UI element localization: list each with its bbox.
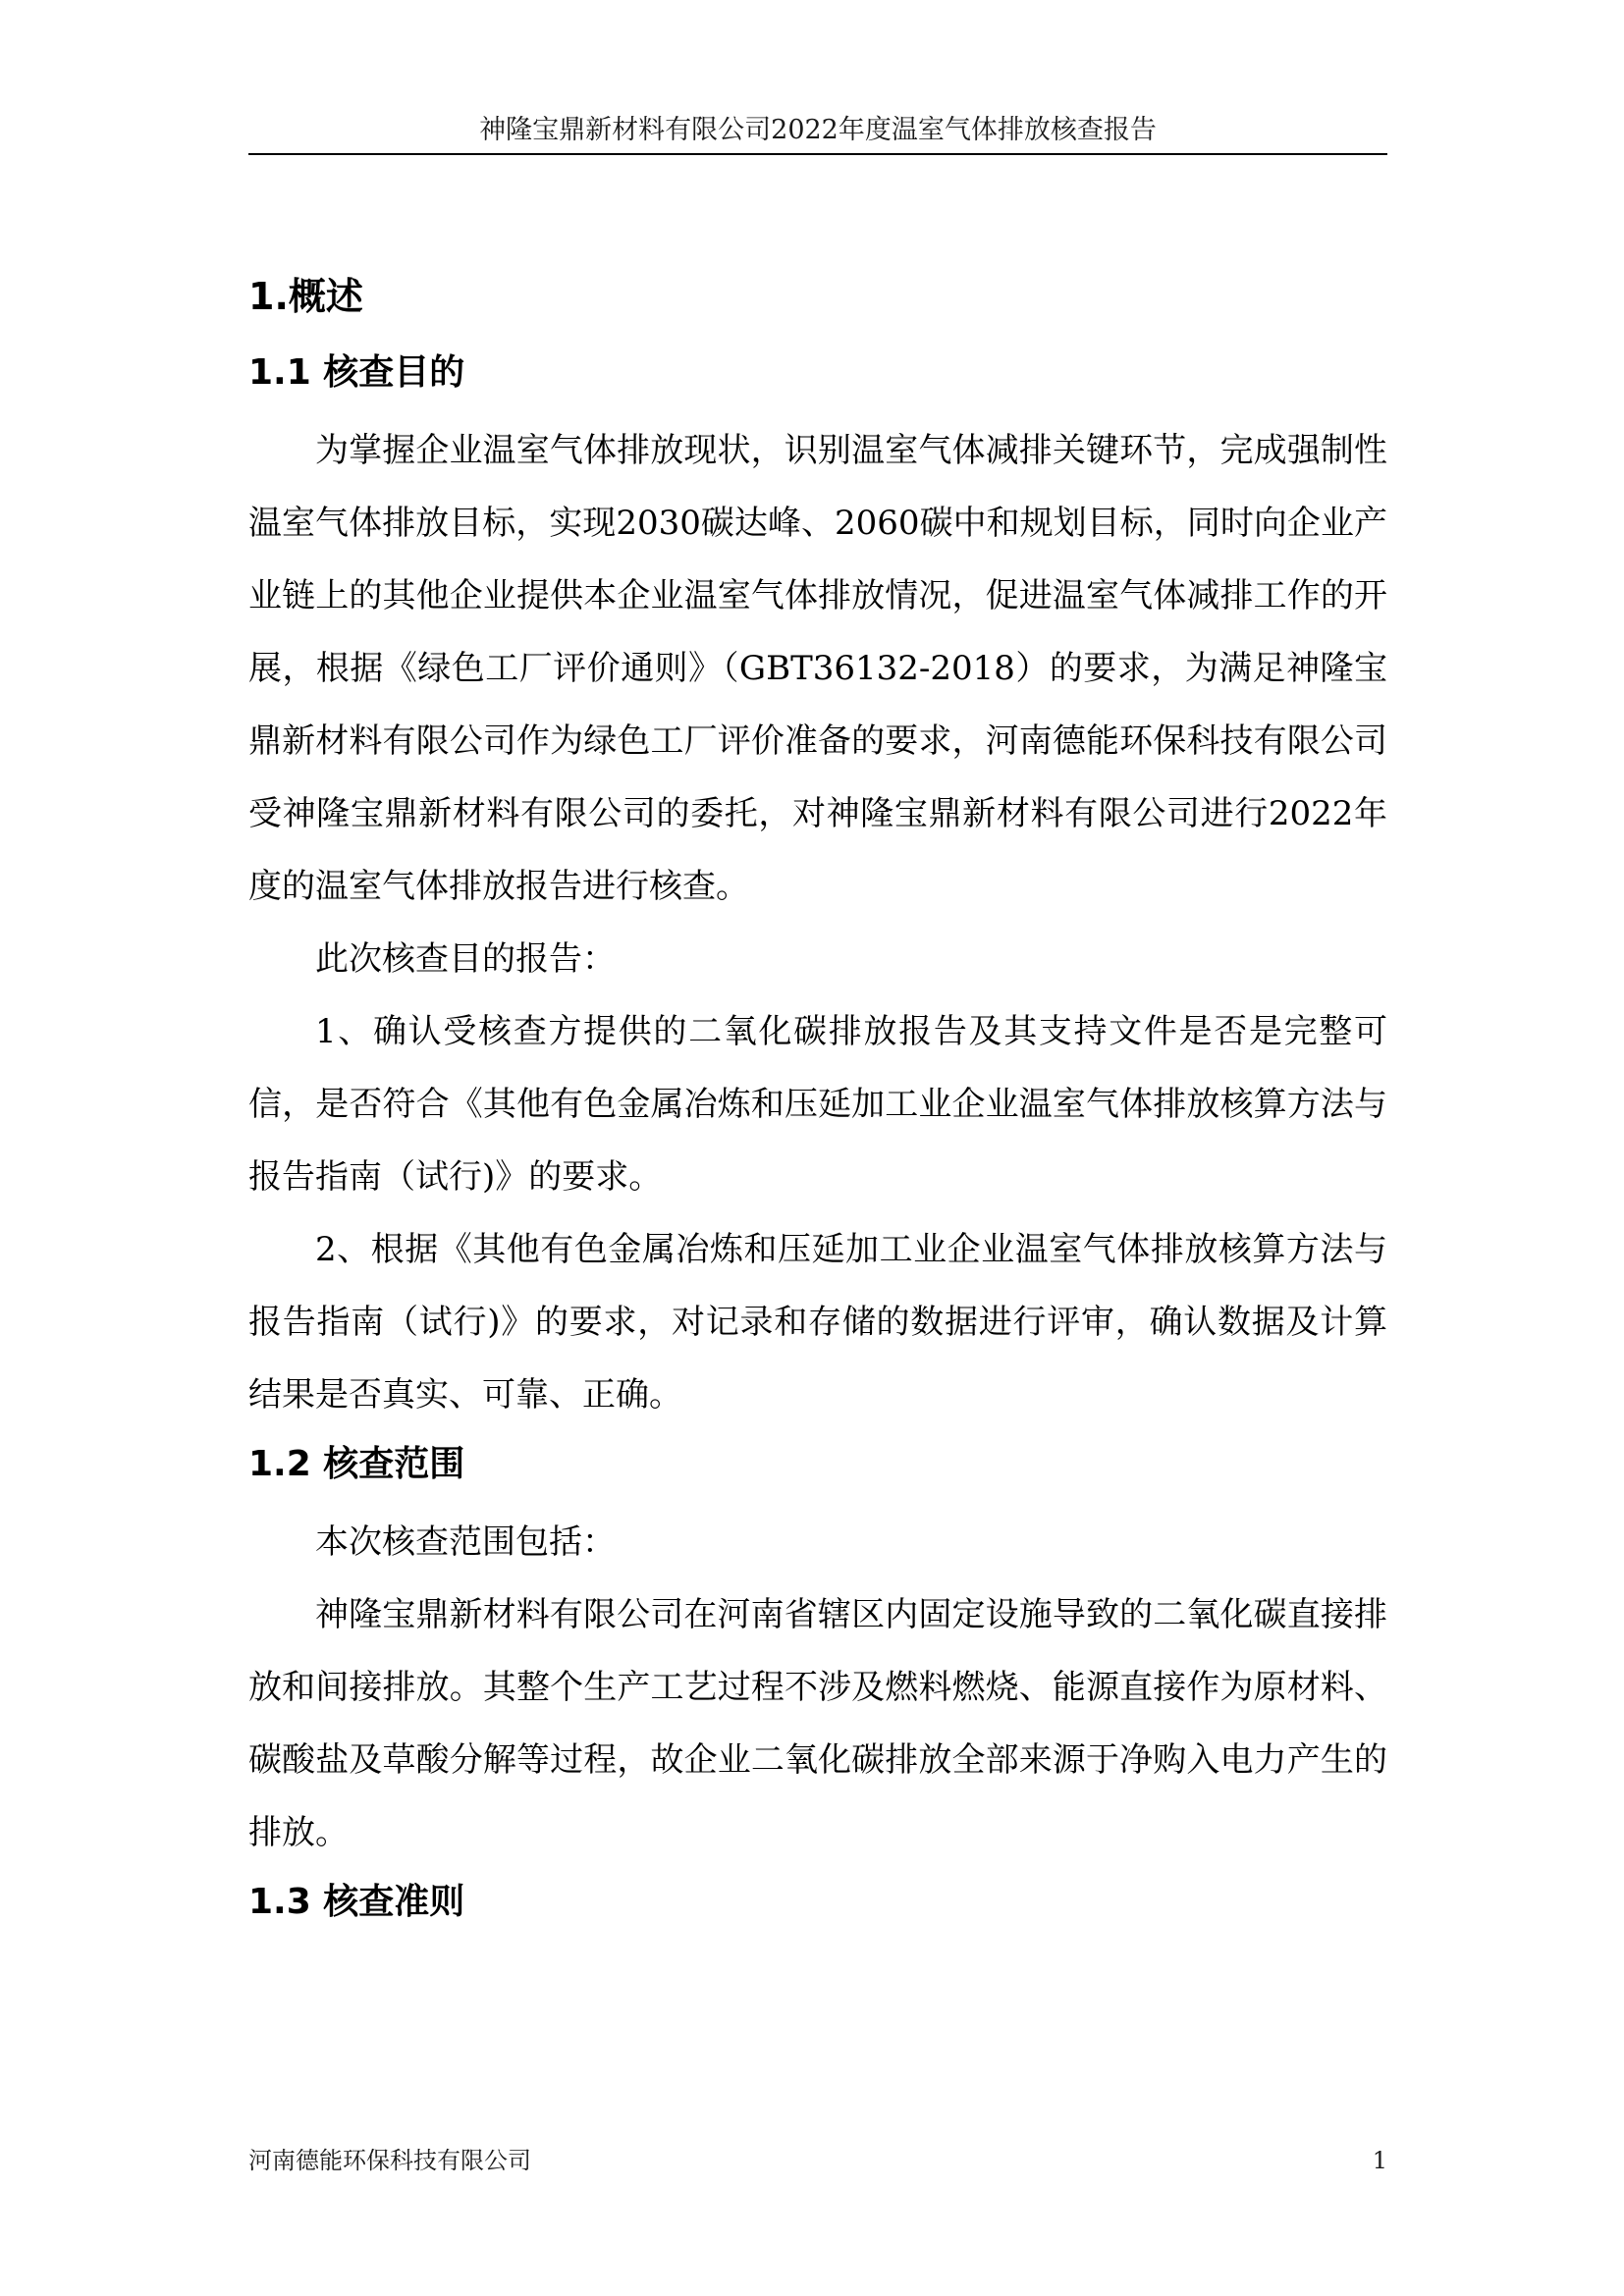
running-header: 神隆宝鼎新材料有限公司2022年度温室气体排放核查报告 <box>479 115 1157 145</box>
section-1-heading: 1.概述 <box>248 275 363 318</box>
section-1-2-paragraph-1: 本次核查范围包括： <box>315 1522 616 1562</box>
section-1-2-heading: 1.2 核查范围 <box>248 1444 465 1484</box>
section-1-1-paragraph-1: 为掌握企业温室气体排放现状，识别温室气体减排关键环节，完成强制性温室气体排放目标，实现2030碳达峰、2060碳中和规划目标，同时向企业产业链上的其他企业提供本企业温室气体排放情况，促进温室气体减排工作的开展，根据《绿色工厂评价通则》（GBT36132-2018）的要求，为满足神隆宝鼎新材料有限公司作为绿色工厂评价准备的要求，河南德能环保科技有限公司受神隆宝鼎新材料有限公司的委托，对神隆宝鼎新材料有限公司进行2022年度的温室气体排放报告进行核查。 <box>248 431 1387 906</box>
section-1-1-paragraph-2: 此次核查目的报告： <box>315 939 616 979</box>
section-1-3-heading: 1.3 核查准则 <box>248 1882 465 1922</box>
header-divider <box>248 153 1387 155</box>
page-number: 1 <box>1372 2147 1387 2174</box>
section-1-1-item-2: 2、根据《其他有色金属冶炼和压延加工业企业温室气体排放核算方法与报告指南（试行)》的要求，对记录和存储的数据进行评审，确认数据及计算结果是否真实、可靠、正确。 <box>248 1230 1387 1415</box>
section-1-1-item-1: 1、确认受核查方提供的二氧化碳排放报告及其支持文件是否是完整可信，是否符合《其他有色金属冶炼和压延加工业企业温室气体排放核算方法与报告指南（试行)》的要求。 <box>248 1012 1387 1197</box>
section-1-1-heading: 1.1 核查目的 <box>248 352 465 393</box>
page-body <box>248 271 1387 1944</box>
footer-company: 河南德能环保科技有限公司 <box>248 2147 531 2174</box>
section-1-2-paragraph-2: 神隆宝鼎新材料有限公司在河南省辖区内固定设施导致的二氧化碳直接排放和间接排放。其整个生产工艺过程不涉及燃料燃烧、能源直接作为原材料、碳酸盐及草酸分解等过程，故企业二氧化碳排放全部来源于净购入电力产生的排放。 <box>248 1595 1387 1852</box>
